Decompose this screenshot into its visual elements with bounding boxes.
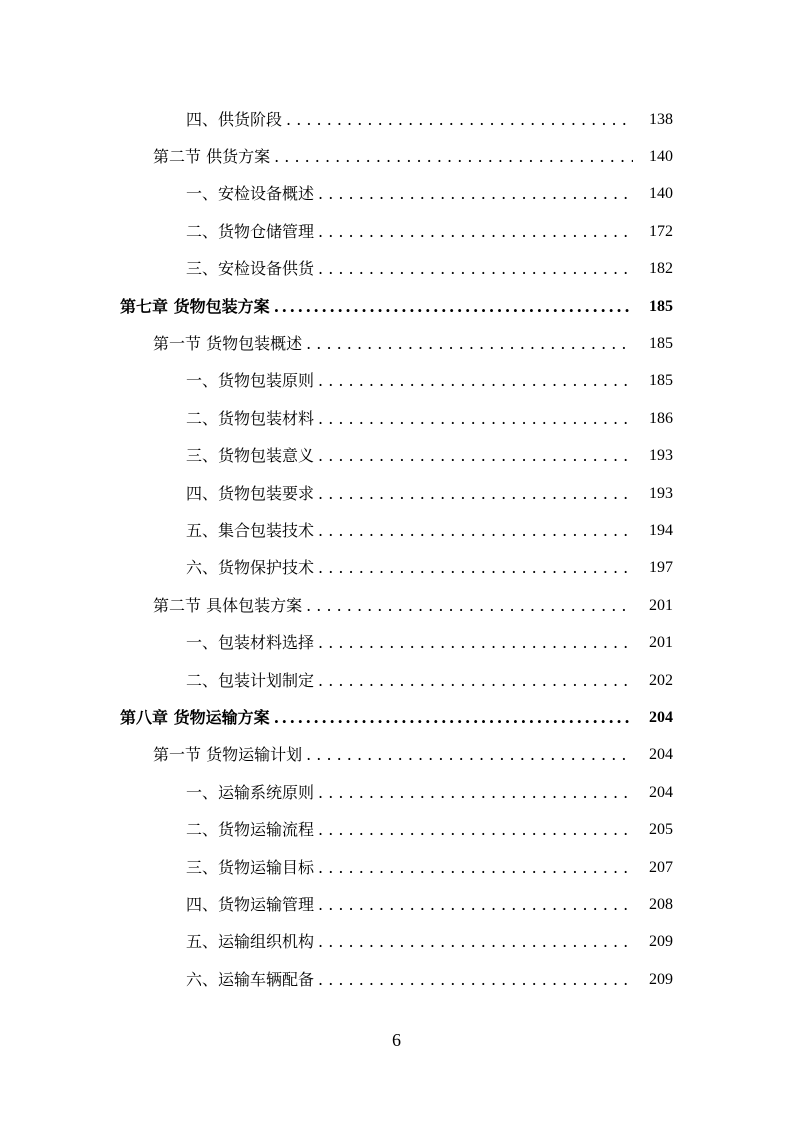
toc-entry[interactable] [0,587,793,624]
toc-dot-leader [306,334,633,354]
toc-entry[interactable] [0,550,793,587]
toc-entry[interactable] [0,662,793,699]
toc-entry-page: 201 [649,634,673,652]
toc-entry-title: 二、货物运输流程 [186,820,315,840]
toc-entry-title: 二、包装计划制定 [186,670,315,690]
toc-entry-title: 第二节 具体包装方案 [153,595,303,615]
toc-entry[interactable] [0,774,793,811]
toc-dot-leader [318,858,633,878]
toc-entry-page: 140 [649,185,673,203]
toc-entry-title: 第八章 货物运输方案 [120,707,270,727]
toc-entry[interactable] [0,438,793,475]
toc-entry[interactable] [0,737,793,774]
toc-entry-title: 二、货物仓储管理 [186,221,315,241]
toc-entry-title: 三、货物运输目标 [186,857,315,877]
toc-chapter-entry[interactable] [0,699,793,736]
toc-entry-page: 205 [649,821,673,839]
toc-entry[interactable] [0,101,793,138]
toc-dot-leader [318,932,633,952]
toc-entry-page: 202 [649,671,673,689]
table-of-contents [0,101,793,998]
toc-entry-page: 185 [649,297,673,315]
toc-entry-page: 204 [649,783,673,801]
toc-entry-page: 182 [649,260,673,278]
toc-dot-leader [318,484,633,504]
toc-entry[interactable] [0,363,793,400]
toc-entry[interactable] [0,138,793,175]
toc-entry-title: 一、安检设备概述 [186,184,315,204]
toc-entry-page: 201 [649,596,673,614]
toc-entry[interactable] [0,213,793,250]
toc-dot-leader [274,297,633,317]
toc-dot-leader [306,745,633,765]
toc-dot-leader [274,147,633,167]
toc-entry-title: 四、货物运输管理 [186,894,315,914]
toc-entry-title: 六、货物保护技术 [186,558,315,578]
toc-entry-title: 四、货物包装要求 [186,483,315,503]
toc-entry[interactable] [0,849,793,886]
toc-dot-leader [318,783,633,803]
toc-entry-title: 二、货物包装材料 [186,408,315,428]
toc-entry-page: 197 [649,559,673,577]
toc-entry-page: 172 [649,222,673,240]
toc-dot-leader [318,371,633,391]
toc-dot-leader [318,820,633,840]
toc-entry[interactable] [0,811,793,848]
toc-entry-page: 209 [649,933,673,951]
toc-dot-leader [274,708,633,728]
toc-entry[interactable] [0,176,793,213]
toc-entry-title: 第七章 货物包装方案 [120,296,270,316]
toc-entry-page: 194 [649,521,673,539]
toc-entry-page: 204 [649,746,673,764]
toc-entry[interactable] [0,512,793,549]
toc-entry[interactable] [0,251,793,288]
toc-dot-leader [318,671,633,691]
toc-entry[interactable] [0,924,793,961]
toc-entry-title: 一、运输系统原则 [186,782,315,802]
toc-entry[interactable] [0,624,793,661]
toc-entry-title: 一、货物包装原则 [186,371,315,391]
toc-dot-leader [318,558,633,578]
toc-dot-leader [318,521,633,541]
toc-dot-leader [318,970,633,990]
toc-entry-page: 193 [649,447,673,465]
toc-entry-page: 207 [649,858,673,876]
toc-entry-title: 第二节 供货方案 [153,147,271,167]
toc-dot-leader [318,222,633,242]
toc-entry-page: 208 [649,895,673,913]
toc-dot-leader [318,409,633,429]
toc-dot-leader [318,259,633,279]
toc-entry-title: 五、运输组织机构 [186,932,315,952]
toc-entry-page: 204 [649,708,673,726]
toc-dot-leader [318,446,633,466]
toc-entry-title: 六、运输车辆配备 [186,969,315,989]
page-number: 6 [392,1030,401,1050]
toc-entry[interactable] [0,886,793,923]
toc-chapter-entry[interactable] [0,288,793,325]
toc-entry-page: 185 [649,372,673,390]
toc-entry-title: 三、货物包装意义 [186,446,315,466]
toc-entry-page: 186 [649,409,673,427]
toc-entry-title: 五、集合包装技术 [186,520,315,540]
toc-dot-leader [286,110,633,130]
toc-dot-leader [318,633,633,653]
toc-entry-title: 第一节 货物包装概述 [153,334,303,354]
toc-entry-page: 138 [649,110,673,128]
toc-entry-title: 四、供货阶段 [186,109,283,129]
toc-entry-page: 193 [649,484,673,502]
toc-entry[interactable] [0,325,793,362]
toc-dot-leader [318,895,633,915]
toc-entry-title: 三、安检设备供货 [186,259,315,279]
toc-entry-title: 第一节 货物运输计划 [153,745,303,765]
toc-entry[interactable] [0,475,793,512]
toc-entry-page: 140 [649,148,673,166]
toc-entry-page: 185 [649,335,673,353]
toc-entry[interactable] [0,961,793,998]
toc-entry[interactable] [0,400,793,437]
toc-dot-leader [306,596,633,616]
toc-entry-page: 209 [649,970,673,988]
toc-dot-leader [318,184,633,204]
toc-entry-title: 一、包装材料选择 [186,633,315,653]
